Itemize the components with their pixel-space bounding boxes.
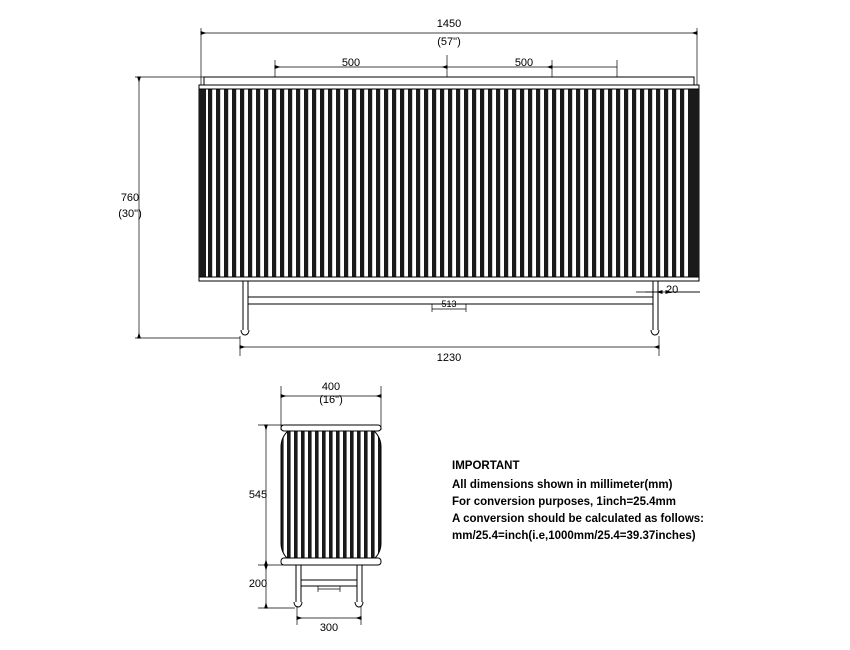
notes-line-3: A conversion should be calculated as follows: xyxy=(452,513,704,525)
notes-line-1: All dimensions shown in millimeter(mm) xyxy=(452,479,673,491)
notes-line-4: mm/25.4=inch(i.e,1000mm/25.4=39.37inches) xyxy=(452,530,696,542)
dim-height-in: (30") xyxy=(118,208,142,220)
dim-overall-width-mm: 1450 xyxy=(436,18,462,30)
dim-foot-span: 300 xyxy=(319,622,339,634)
dim-leg-span: 1230 xyxy=(436,352,462,364)
dim-leg-height-front: 20 xyxy=(666,284,679,296)
dim-right-segment: 500 xyxy=(514,57,534,69)
dim-body-height-side: 545 xyxy=(248,489,268,501)
dim-overall-width-in: (57") xyxy=(437,36,461,48)
notes-heading: IMPORTANT xyxy=(452,460,520,472)
dim-left-segment: 500 xyxy=(341,57,361,69)
notes-line-2: For conversion purposes, 1inch=25.4mm xyxy=(452,496,677,508)
dim-mid-small: 513 xyxy=(441,299,457,309)
dim-height-mm: 760 xyxy=(120,192,140,204)
dim-leg-height-side: 200 xyxy=(248,578,268,590)
dim-depth-mm: 400 xyxy=(321,381,341,393)
dim-depth-in: (16") xyxy=(319,394,343,406)
